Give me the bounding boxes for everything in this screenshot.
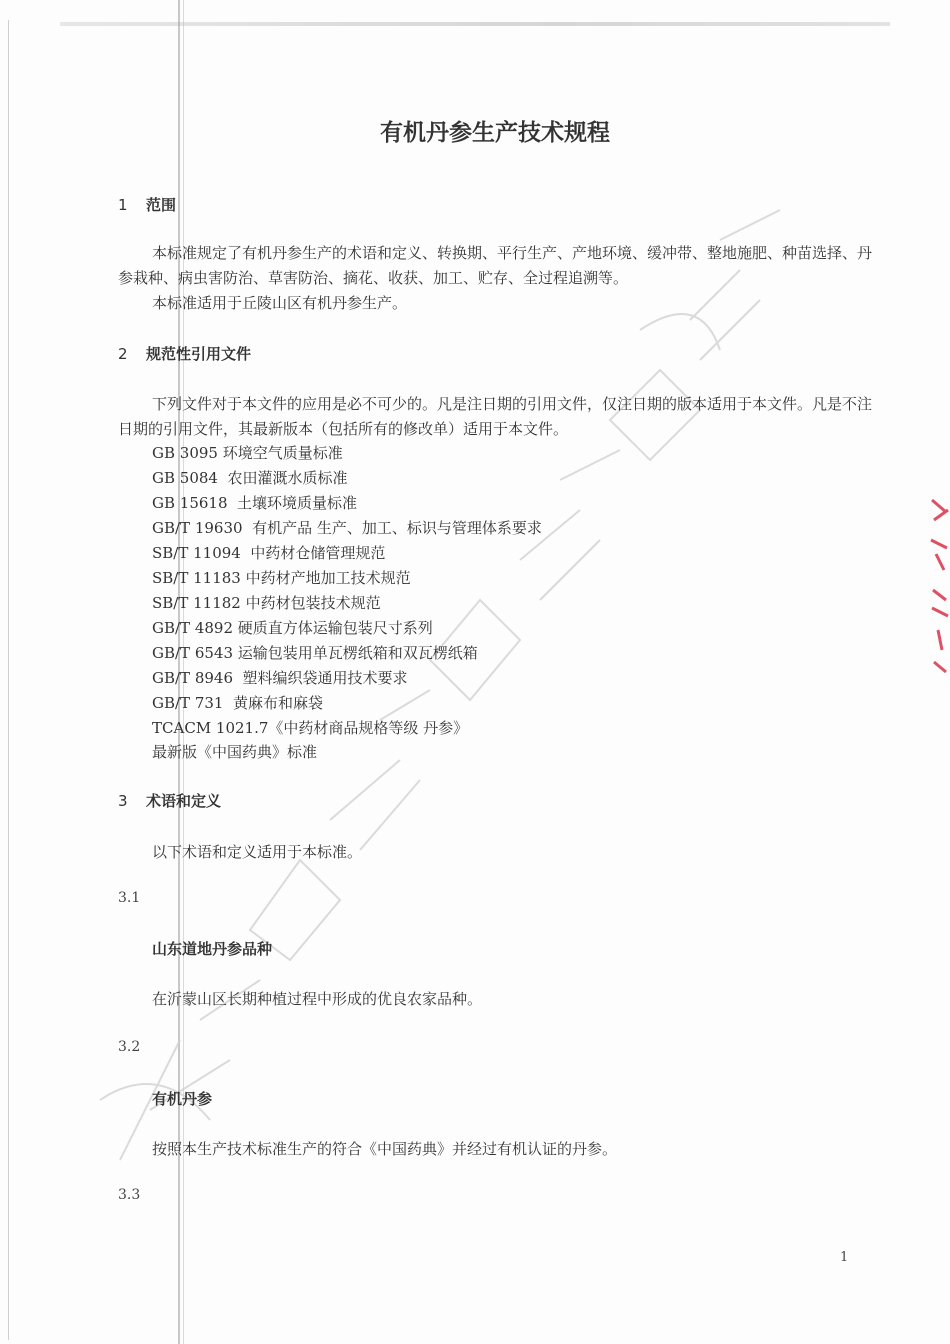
- reference-item: GB/T 6543 运输包装用单瓦楞纸箱和双瓦楞纸箱: [152, 644, 478, 662]
- scan-top-line: [60, 22, 890, 26]
- section-2-heading: [118, 343, 251, 364]
- red-stamp-edge: [928, 490, 950, 680]
- section-number: 2: [118, 345, 128, 363]
- scope-applicability: 本标准适用于丘陵山区有机丹参生产。: [152, 294, 408, 312]
- reference-item: GB 3095 环境空气质量标准: [152, 444, 343, 462]
- scope-paragraph: 本标准规定了有机丹参生产的术语和定义、转换期、平行生产、产地环境、缓冲带、整地施肥、种苗选择、丹参栽种、病虫害防治、草害防治、摘花、收获、加工、贮存、全过程追溯等。: [118, 244, 873, 287]
- clause-number: 3.3: [118, 1187, 141, 1203]
- section-number: 1: [118, 196, 128, 214]
- clause-number: 3.1: [118, 890, 141, 906]
- page-number: 1: [840, 1250, 849, 1265]
- section-title: 规范性引用文件: [146, 345, 252, 363]
- reference-item: SB/T 11183 中药材产地加工技术规范: [152, 569, 411, 587]
- terms-intro: 以下术语和定义适用于本标准。: [152, 843, 363, 861]
- section-title: 范围: [146, 196, 177, 214]
- term-title: 有机丹参: [152, 1090, 213, 1108]
- references-intro: 下列文件对于本文件的应用是必不可少的。凡是注日期的引用文件，仅注日期的版本适用于本文件。凡是不注日期的引用文件，其最新版本（包括所有的修改单）适用于本文件。: [118, 395, 873, 438]
- section-1-heading: [118, 194, 176, 215]
- clause-number: 3.2: [118, 1039, 141, 1055]
- section-number: 3: [118, 792, 128, 810]
- reference-item: GB/T 8946 塑料编织袋通用技术要求: [152, 669, 408, 687]
- reference-item: GB 15618 土壤环境质量标准: [152, 494, 358, 512]
- reference-item: 最新版《中国药典》标准: [152, 743, 318, 761]
- reference-item: GB/T 731 黄麻布和麻袋: [152, 694, 323, 712]
- term-definition: 在沂蒙山区长期种植过程中形成的优良农家品种。: [152, 990, 483, 1008]
- term-title: 山东道地丹参品种: [152, 940, 273, 958]
- scan-edge-line: [8, 20, 9, 1340]
- term-definition: 按照本生产技术标准生产的符合《中国药典》并经过有机认证的丹参。: [152, 1140, 618, 1158]
- reference-item: SB/T 11182 中药材包装技术规范: [152, 594, 381, 612]
- reference-item: SB/T 11094 中药材仓储管理规范: [152, 544, 386, 562]
- reference-item: GB 5084 农田灌溉水质标准: [152, 469, 348, 487]
- section-3-heading: [118, 790, 221, 811]
- document-title: 有机丹参生产技术规程: [380, 120, 610, 146]
- reference-item: GB/T 4892 硬质直方体运输包装尺寸系列: [152, 619, 433, 637]
- reference-item: TCACM 1021.7《中药材商品规格等级 丹参》: [152, 719, 469, 737]
- section-title: 术语和定义: [146, 792, 222, 810]
- reference-item: GB/T 19630 有机产品 生产、加工、标识与管理体系要求: [152, 519, 542, 537]
